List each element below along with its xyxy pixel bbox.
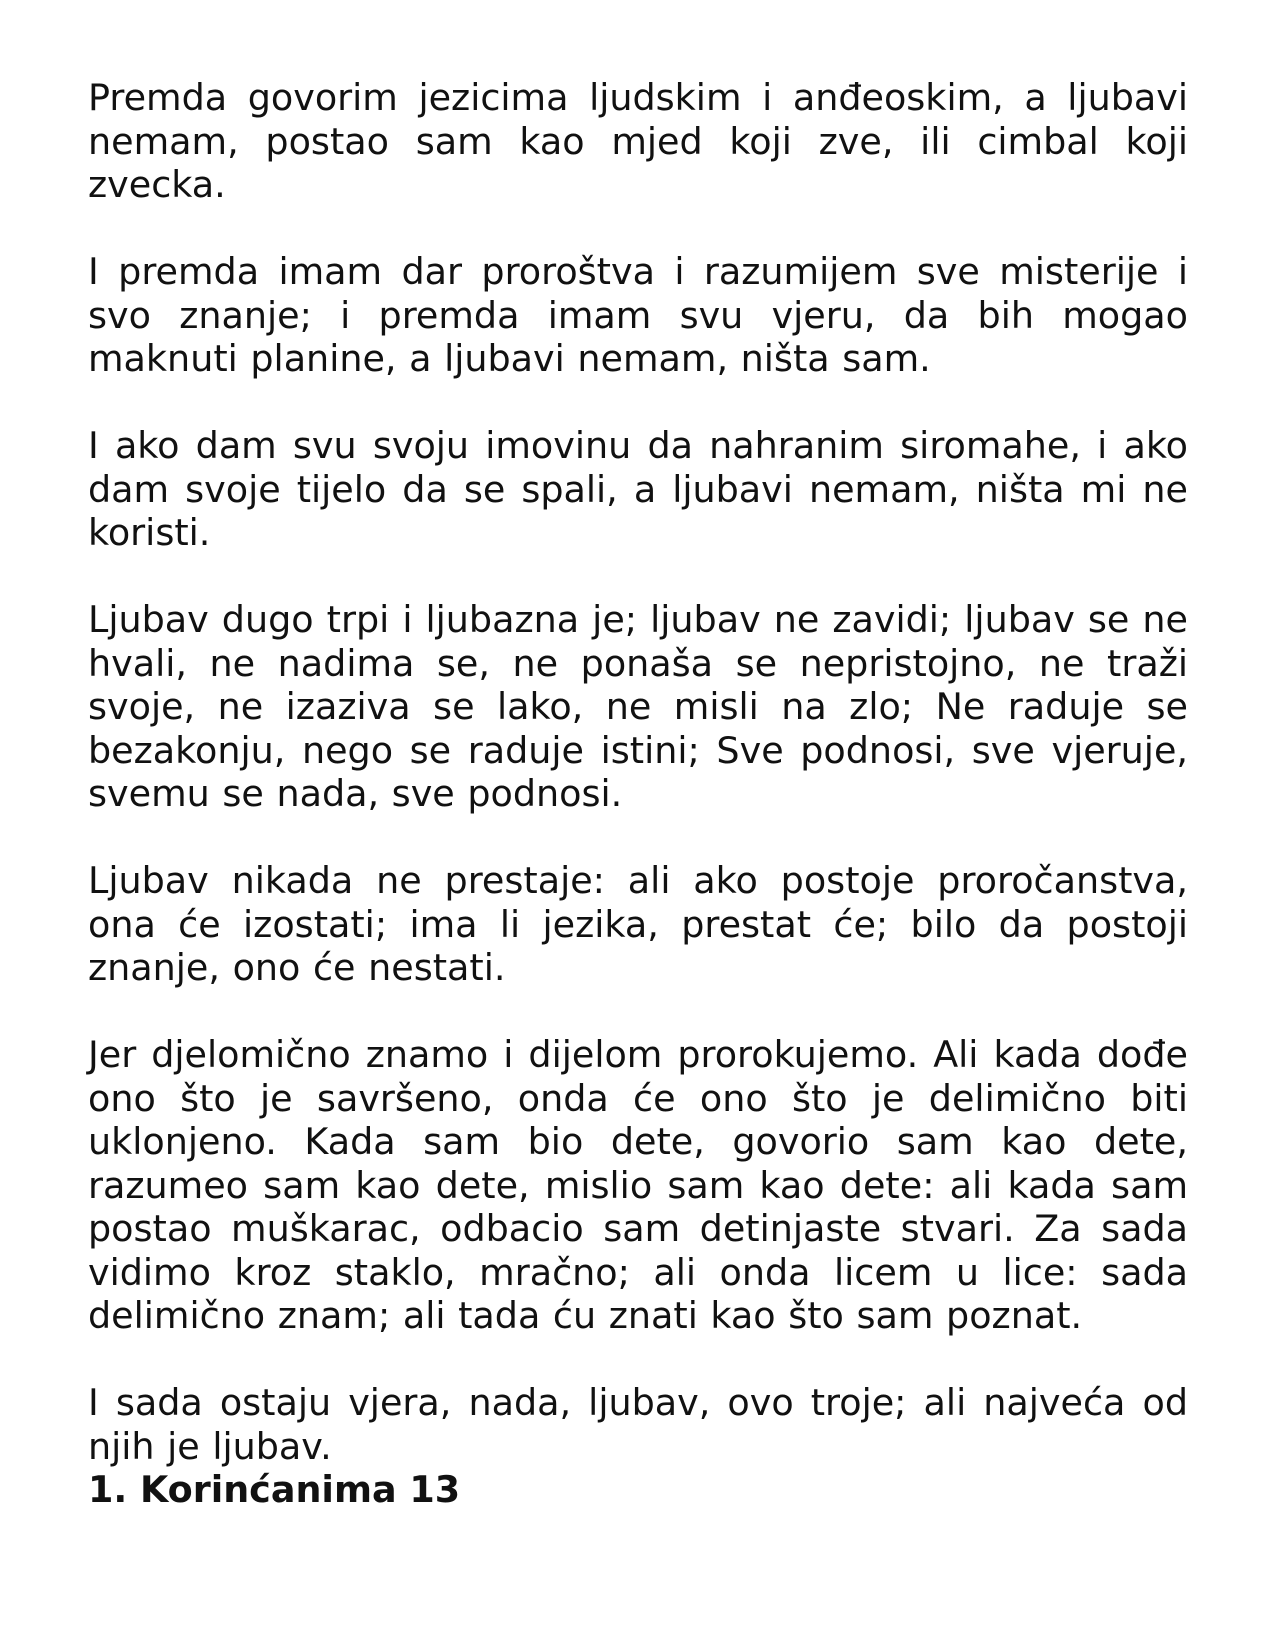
paragraph-1: Premda govorim jezicima ljudskim i anđeoskim, a ljubavi nemam, postao sam kao mjed koji zve, ili cimbal koji zvecka. bbox=[88, 76, 1188, 206]
paragraph-7: I sada ostaju vjera, nada, ljubav, ovo troje; ali najveća od njih je ljubav. bbox=[88, 1381, 1188, 1468]
paragraph-3: I ako dam svu svoju imovinu da nahranim siromahe, i ako dam svoje tijelo da se spali, a ljubavi nemam, ništa mi ne koristi. bbox=[88, 424, 1188, 554]
document-page bbox=[88, 76, 1188, 1512]
paragraph-6: Jer djelomično znamo i dijelom prorokujemo. Ali kada dođe ono što je savršeno, onda će ono što je delimično biti uklonjeno. Kada sam bio dete, govorio sam kao dete, razumeo sam kao dete, mislio sam kao dete: ali kada sam postao muškarac, odbacio sam detinjaste stvari. Za sada vidimo kroz staklo, mračno; ali onda licem u lice: sada delimično znam; ali tada ću znati kao što sam poznat. bbox=[88, 1033, 1188, 1337]
paragraph-2: I premda imam dar proroštva i razumijem sve misterije i svo znanje; i premda imam svu vjeru, da bih mogao maknuti planine, a ljubavi nemam, ništa sam. bbox=[88, 250, 1188, 380]
paragraph-5: Ljubav nikada ne prestaje: ali ako postoje proročanstva, ona će izostati; ima li jezika, prestat će; bilo da postoji znanje, ono će nestati. bbox=[88, 859, 1188, 989]
scripture-reference: 1. Korinćanima 13 bbox=[88, 1468, 461, 1511]
paragraph-4: Ljubav dugo trpi i ljubazna je; ljubav ne zavidi; ljubav se ne hvali, ne nadima se, ne ponaša se nepristojno, ne traži svoje, ne izaziva se lako, ne misli na zlo; Ne raduje se bezakonju, nego se raduje istini; Sve podnosi, sve vjeruje, svemu se nada, sve podnosi. bbox=[88, 598, 1188, 815]
